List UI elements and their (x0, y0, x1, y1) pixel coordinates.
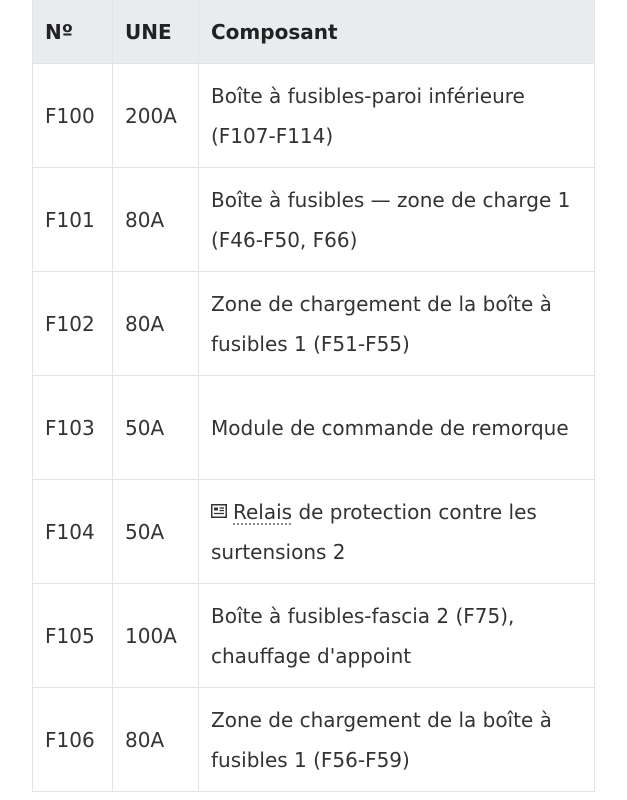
table-row (33, 64, 595, 168)
fuse-table-container (32, 0, 594, 792)
fuse-component: Boîte à fusibles-paroi inférieure (F107-F114) (199, 64, 595, 168)
table-row (33, 376, 595, 480)
header-component: Composant (199, 0, 595, 64)
relais-link[interactable]: Relais (233, 500, 293, 524)
table-row (33, 688, 595, 792)
fuse-amperage: 50A (113, 376, 199, 480)
fuse-table (32, 0, 595, 792)
fuse-component (199, 480, 595, 584)
fuse-amperage: 100A (113, 584, 199, 688)
table-row (33, 168, 595, 272)
fuse-component: Zone de chargement de la boîte à fusibles 1 (F56-F59) (199, 688, 595, 792)
header-amperage: UNE (113, 0, 199, 64)
fuse-amperage: 200A (113, 64, 199, 168)
fuse-amperage: 80A (113, 688, 199, 792)
article-icon (211, 491, 227, 505)
fuse-amperage: 80A (113, 168, 199, 272)
fuse-number: F103 (33, 376, 113, 480)
component-text: de protection contre les surtensions 2 (211, 500, 537, 564)
fuse-number: F106 (33, 688, 113, 792)
fuse-number: F100 (33, 64, 113, 168)
fuse-number: F104 (33, 480, 113, 584)
header-number: Nº (33, 0, 113, 64)
table-row (33, 584, 595, 688)
table-header-row (33, 0, 595, 64)
fuse-component: Boîte à fusibles — zone de charge 1 (F46-F50, F66) (199, 168, 595, 272)
fuse-number: F102 (33, 272, 113, 376)
table-row (33, 480, 595, 584)
fuse-component: Zone de chargement de la boîte à fusibles 1 (F51-F55) (199, 272, 595, 376)
fuse-amperage: 80A (113, 272, 199, 376)
table-row (33, 272, 595, 376)
fuse-number: F105 (33, 584, 113, 688)
fuse-component: Module de commande de remorque (199, 376, 595, 480)
fuse-amperage: 50A (113, 480, 199, 584)
fuse-component: Boîte à fusibles-fascia 2 (F75), chauffage d'appoint (199, 584, 595, 688)
fuse-number: F101 (33, 168, 113, 272)
